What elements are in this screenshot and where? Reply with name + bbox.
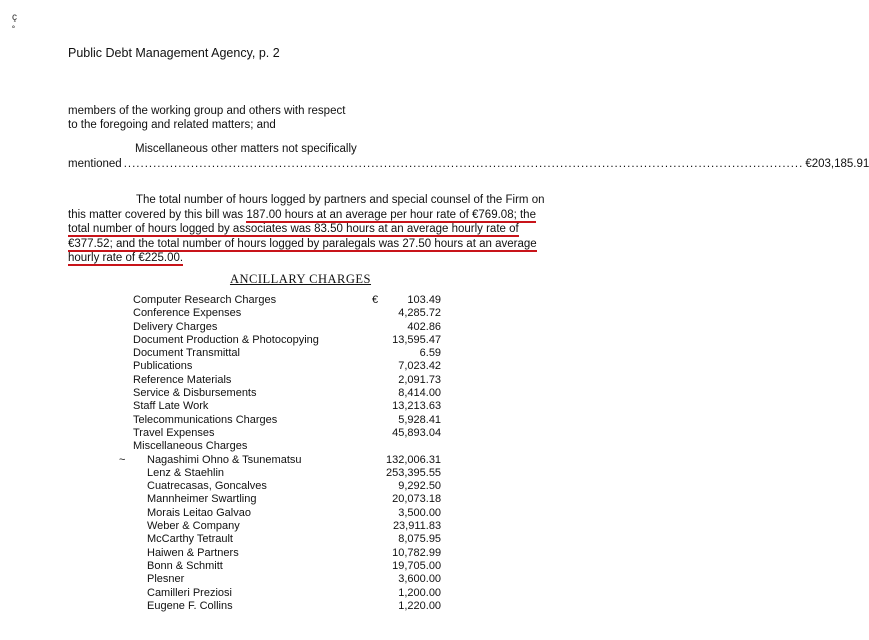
currency-symbol [372,414,386,427]
currency-symbol [372,307,386,320]
charge-label: Publications [133,360,193,373]
charge-label: McCarthy Tetrault [147,533,233,546]
charge-amount: 1,200.00 [398,586,442,599]
currency-symbol [372,374,386,387]
currency-symbol [372,507,386,520]
currency-symbol [372,520,386,533]
charge-amount: 2,091.73 [398,373,442,386]
charge-row [133,307,441,320]
currency-symbol [372,454,386,467]
charge-amount: 3,600.00 [398,573,442,586]
currency-symbol [372,560,386,573]
charge-amount: 103.49 [407,294,442,306]
charge-label: Plesner [147,573,185,586]
charge-amount: 13,595.47 [392,333,442,346]
charge-amount: 6.59 [419,347,442,360]
charge-label: Document Transmittal [133,347,240,360]
misc-charge-row [133,480,441,493]
charge-amount: 10,782.99 [392,546,442,559]
currency-symbol [372,547,386,560]
charge-label: Service & Disbursements [133,387,257,400]
misc-charge-row [133,520,441,533]
charge-amount [386,440,441,453]
charge-label: Computer Research Charges [133,294,277,306]
misc-matters-text: Miscellaneous other matters not specifically [135,143,357,155]
ancillary-charges-title: ANCILLARY CHARGES [229,272,372,286]
charge-amount: 5,928.41 [398,413,442,426]
currency-symbol [372,480,386,493]
charge-label: Camilleri Preziosi [147,586,232,599]
charge-label: Conference Expenses [133,307,242,320]
paragraph-line: members of the working group and others with respect [68,105,346,117]
charge-label: Staff Late Work [133,400,209,413]
currency-symbol [372,321,386,334]
misc-charge-row [133,533,441,546]
charge-row [133,427,441,440]
misc-charges-heading [133,440,441,453]
misc-matters-row [68,158,869,170]
scan-mark-icon: ˚ [12,26,16,37]
charge-row [133,334,441,347]
charge-amount: 132,006.31 [386,453,442,466]
currency-symbol [372,347,386,360]
charge-amount: 8,075.95 [398,533,442,546]
misc-charge-row [133,600,441,613]
charges-table [119,294,442,613]
currency-symbol [372,467,386,480]
currency-symbol [372,334,386,347]
misc-charge-row [133,467,441,480]
charge-label: Eugene F. Collins [147,599,233,612]
charge-label: Document Production & Photocopying [133,333,319,346]
charge-label: Reference Materials [133,373,232,386]
charge-amount: 19,705.00 [392,559,442,572]
misc-charge-row [133,560,441,573]
charge-amount: 13,213.63 [392,400,442,413]
charge-row [133,414,441,427]
charge-amount: 20,073.18 [392,493,442,506]
misc-charge-row [133,454,441,467]
charge-row [133,400,441,413]
hours-summary-paragraph [68,193,554,266]
currency-symbol [372,533,386,546]
charge-amount: 402.86 [407,320,442,333]
charge-label: Lenz & Staehlin [147,466,225,479]
charge-amount: 45,893.04 [392,426,442,439]
scan-mark-icon: ç [12,12,17,23]
charge-amount: 7,023.42 [398,360,442,373]
dot-leader: .................................................................................................................................................................. [123,158,804,170]
page-header: Public Debt Management Agency, p. 2 [68,46,280,60]
charge-label: Telecommunications Charges [133,413,278,426]
charge-amount: 253,395.55 [386,466,442,479]
charge-row [133,360,441,373]
currency-symbol [372,360,386,373]
charge-amount: 1,220.00 [398,599,442,612]
charge-row [133,294,441,307]
currency-symbol [372,587,386,600]
misc-matters-label: mentioned [68,158,122,170]
misc-charge-row [133,547,441,560]
misc-charge-row [133,587,441,600]
charge-label: ~ Nagashimi Ohno & Tsunematsu [119,453,302,466]
charge-label: Haiwen & Partners [147,546,239,559]
charge-label: Delivery Charges [133,320,218,333]
currency-symbol [372,387,386,400]
currency-symbol [372,600,386,613]
charge-label: Mannheimer Swartling [147,493,257,506]
highlighted-summary-text: at an average per hour rate of €769.08; the total number of hours logged by associates was 83.50 hours at an average hourly rate of €377.52; and the total number of hours logged by paralegals was 27.50 hours at an average hourly rate of €225.00. [68,208,537,264]
misc-charge-row [133,493,441,506]
currency-symbol [372,427,386,440]
charge-amount: 4,285.72 [398,307,442,320]
currency-symbol: € [372,294,379,306]
charge-label: Cuatrecasas, Goncalves [147,480,267,493]
currency-symbol [372,493,386,506]
charge-label: Miscellaneous Charges [133,440,248,453]
misc-charge-row [133,573,441,586]
highlighted-hours: 187.00 hours [246,208,314,221]
handwritten-mark-icon: ~ [119,453,126,466]
charge-row [133,321,441,334]
charge-label: Travel Expenses [133,426,215,439]
currency-symbol [372,400,386,413]
currency-symbol [372,573,386,586]
charge-row [133,347,441,360]
charge-row [133,387,441,400]
charge-amount: 3,500.00 [398,506,442,519]
charge-amount: 9,292.50 [398,480,442,493]
misc-charge-row [133,507,441,520]
paragraph-line: to the foregoing and related matters; and [68,119,276,131]
charge-amount: 23,911.83 [392,520,442,533]
summary-text: The total number of hours logged by partners and special counsel of the Firm on this matter covered by this bill was [68,194,545,221]
misc-matters-amount: €203,185.91 [805,158,869,170]
currency-symbol [372,440,386,453]
paragraph-continuation [68,104,345,132]
charge-label: Morais Leitao Galvao [147,506,251,519]
charge-row [133,374,441,387]
charge-label: Weber & Company [147,520,240,533]
charge-amount: 8,414.00 [398,387,442,400]
charge-label: Bonn & Schmitt [147,559,223,572]
